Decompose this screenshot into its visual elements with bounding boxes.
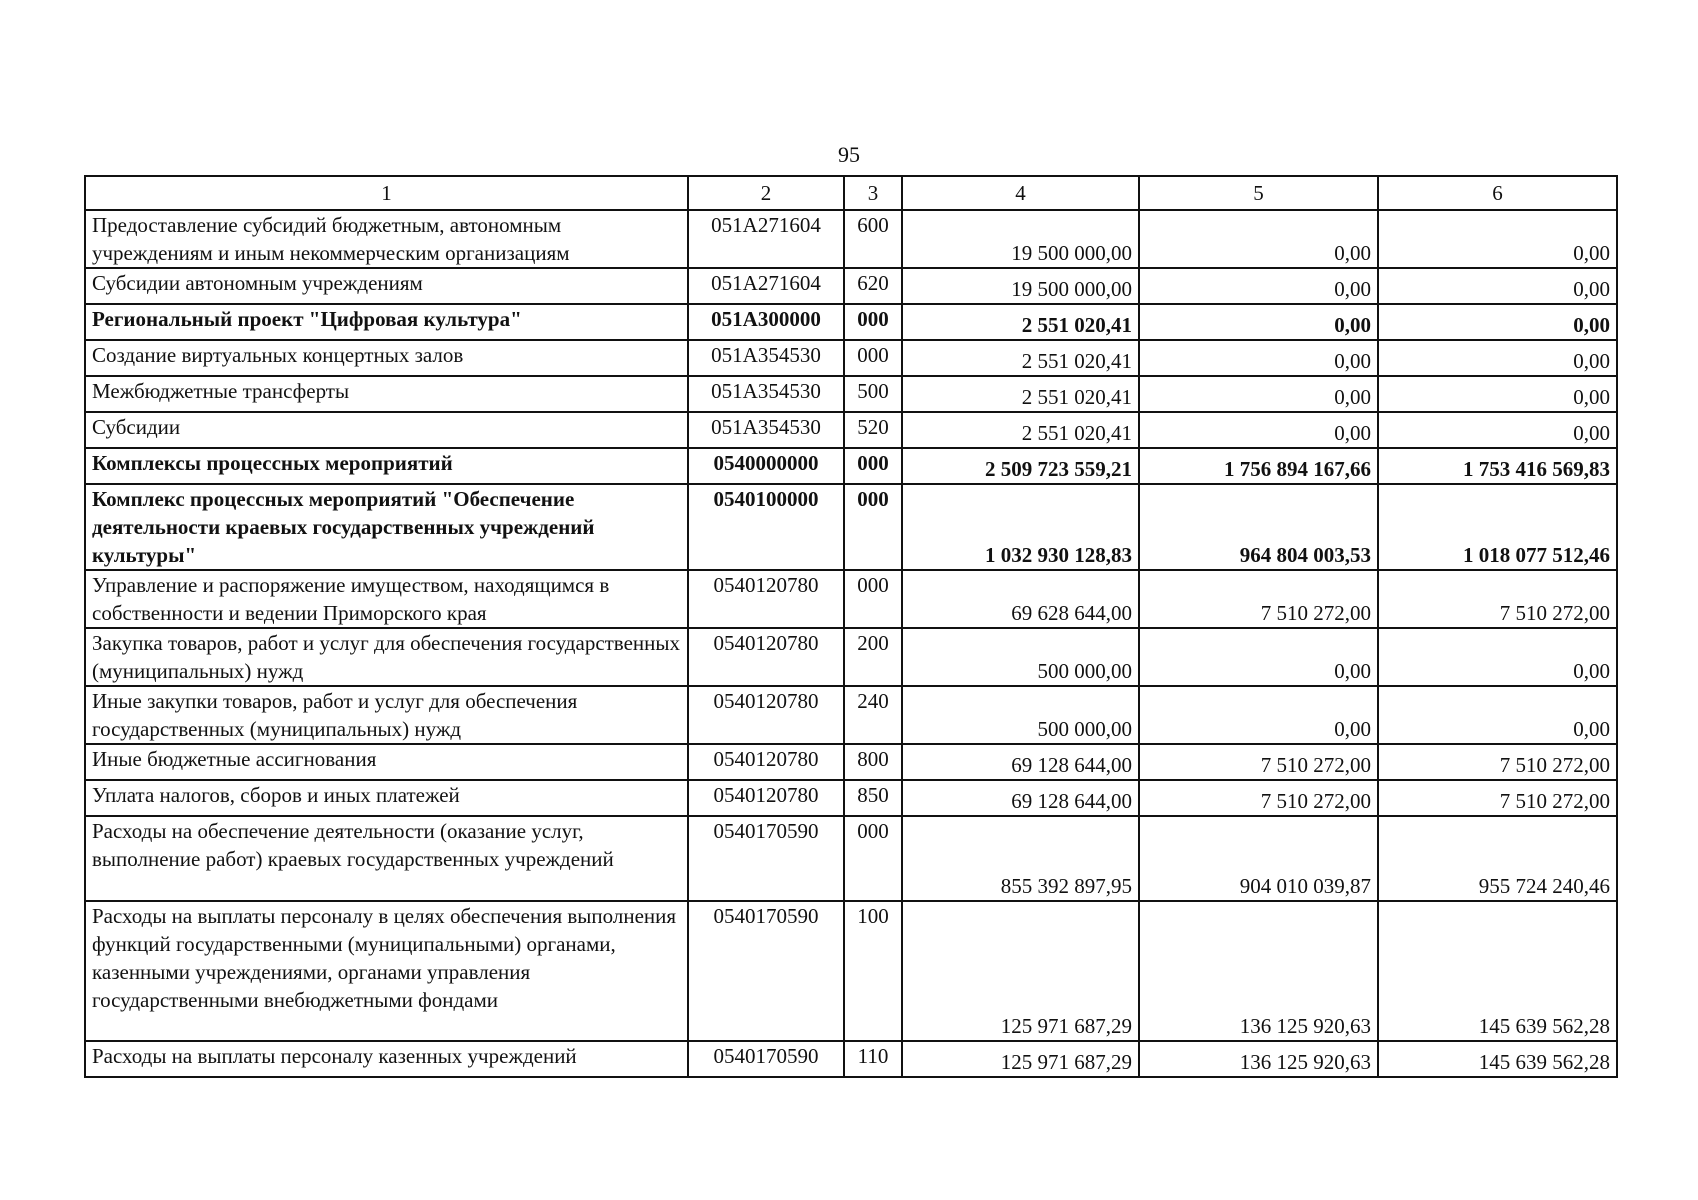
row-amount-col4: 69 628 644,00 [902, 570, 1139, 628]
row-amount-col4: 855 392 897,95 [902, 816, 1139, 901]
row-expense-type: 600 [844, 210, 902, 268]
budget-table [84, 175, 1618, 1078]
table-row [85, 780, 1617, 816]
row-code: 051A271604 [688, 268, 844, 304]
table-row [85, 304, 1617, 340]
row-expense-type: 000 [844, 304, 902, 340]
table-row [85, 376, 1617, 412]
row-amount-col5: 0,00 [1139, 412, 1378, 448]
row-amount-col4: 500 000,00 [902, 628, 1139, 686]
column-header-3: 3 [844, 176, 902, 210]
row-amount-col6: 0,00 [1378, 628, 1617, 686]
row-amount-col5: 7 510 272,00 [1139, 744, 1378, 780]
row-name: Расходы на обеспечение деятельности (оказание услуг, выполнение работ) краевых государственных учреждений [85, 816, 688, 901]
row-code: 0540170590 [688, 816, 844, 901]
row-expense-type: 620 [844, 268, 902, 304]
row-expense-type: 520 [844, 412, 902, 448]
row-expense-type: 000 [844, 570, 902, 628]
row-amount-col4: 2 551 020,41 [902, 376, 1139, 412]
row-name: Закупка товаров, работ и услуг для обеспечения государственных (муниципальных) нужд [85, 628, 688, 686]
row-code: 051A354530 [688, 376, 844, 412]
row-amount-col5: 7 510 272,00 [1139, 780, 1378, 816]
row-code: 0540120780 [688, 744, 844, 780]
row-name: Субсидии [85, 412, 688, 448]
row-expense-type: 110 [844, 1041, 902, 1077]
row-expense-type: 000 [844, 816, 902, 901]
row-expense-type: 100 [844, 901, 902, 1041]
row-amount-col6: 7 510 272,00 [1378, 570, 1617, 628]
row-amount-col6: 7 510 272,00 [1378, 744, 1617, 780]
row-amount-col5: 0,00 [1139, 304, 1378, 340]
row-expense-type: 000 [844, 448, 902, 484]
row-amount-col4: 125 971 687,29 [902, 1041, 1139, 1077]
table-row [85, 901, 1617, 1041]
row-code: 0540170590 [688, 1041, 844, 1077]
row-code: 051A271604 [688, 210, 844, 268]
table-row [85, 340, 1617, 376]
row-amount-col4: 19 500 000,00 [902, 268, 1139, 304]
row-amount-col4: 2 551 020,41 [902, 304, 1139, 340]
column-header-1: 1 [85, 176, 688, 210]
row-expense-type: 000 [844, 484, 902, 570]
row-amount-col6: 0,00 [1378, 210, 1617, 268]
row-amount-col5: 904 010 039,87 [1139, 816, 1378, 901]
row-name: Региональный проект "Цифровая культура" [85, 304, 688, 340]
row-amount-col5: 0,00 [1139, 210, 1378, 268]
row-name: Расходы на выплаты персоналу казенных учреждений [85, 1041, 688, 1077]
row-code: 0540120780 [688, 780, 844, 816]
row-name: Комплексы процессных мероприятий [85, 448, 688, 484]
row-amount-col6: 145 639 562,28 [1378, 1041, 1617, 1077]
table-row [85, 448, 1617, 484]
row-expense-type: 240 [844, 686, 902, 744]
row-amount-col4: 2 509 723 559,21 [902, 448, 1139, 484]
row-amount-col6: 7 510 272,00 [1378, 780, 1617, 816]
row-name: Субсидии автономным учреждениям [85, 268, 688, 304]
table-header-row [85, 176, 1617, 210]
row-code: 0540120780 [688, 570, 844, 628]
table-row [85, 628, 1617, 686]
row-amount-col5: 0,00 [1139, 376, 1378, 412]
row-expense-type: 850 [844, 780, 902, 816]
row-amount-col6: 0,00 [1378, 686, 1617, 744]
row-amount-col4: 69 128 644,00 [902, 780, 1139, 816]
row-amount-col4: 125 971 687,29 [902, 901, 1139, 1041]
row-amount-col6: 0,00 [1378, 376, 1617, 412]
row-name: Межбюджетные трансферты [85, 376, 688, 412]
row-name: Иные бюджетные ассигнования [85, 744, 688, 780]
row-amount-col6: 955 724 240,46 [1378, 816, 1617, 901]
row-name: Расходы на выплаты персоналу в целях обеспечения выполнения функций государственными (муниципальными) органами, казенными учреждениями, органами управления государственными внебюджетными фондами [85, 901, 688, 1041]
row-amount-col4: 69 128 644,00 [902, 744, 1139, 780]
row-code: 0540120780 [688, 686, 844, 744]
row-amount-col6: 145 639 562,28 [1378, 901, 1617, 1041]
column-header-4: 4 [902, 176, 1139, 210]
row-amount-col6: 0,00 [1378, 412, 1617, 448]
row-amount-col4: 2 551 020,41 [902, 340, 1139, 376]
row-amount-col6: 1 018 077 512,46 [1378, 484, 1617, 570]
row-amount-col6: 0,00 [1378, 340, 1617, 376]
row-amount-col4: 1 032 930 128,83 [902, 484, 1139, 570]
row-amount-col6: 0,00 [1378, 268, 1617, 304]
row-amount-col4: 2 551 020,41 [902, 412, 1139, 448]
row-code: 0540120780 [688, 628, 844, 686]
table-row [85, 412, 1617, 448]
table-row [85, 686, 1617, 744]
row-name: Создание виртуальных концертных залов [85, 340, 688, 376]
row-amount-col4: 500 000,00 [902, 686, 1139, 744]
row-amount-col5: 0,00 [1139, 686, 1378, 744]
table-row [85, 268, 1617, 304]
row-amount-col5: 0,00 [1139, 340, 1378, 376]
row-code: 051A300000 [688, 304, 844, 340]
table-row [85, 210, 1617, 268]
row-code: 0540170590 [688, 901, 844, 1041]
column-header-6: 6 [1378, 176, 1617, 210]
row-code: 051A354530 [688, 340, 844, 376]
table-row [85, 484, 1617, 570]
row-expense-type: 500 [844, 376, 902, 412]
row-amount-col6: 0,00 [1378, 304, 1617, 340]
row-amount-col5: 0,00 [1139, 628, 1378, 686]
row-amount-col5: 136 125 920,63 [1139, 901, 1378, 1041]
row-amount-col6: 1 753 416 569,83 [1378, 448, 1617, 484]
row-name: Уплата налогов, сборов и иных платежей [85, 780, 688, 816]
row-amount-col5: 136 125 920,63 [1139, 1041, 1378, 1077]
row-amount-col5: 7 510 272,00 [1139, 570, 1378, 628]
table-row [85, 744, 1617, 780]
column-header-2: 2 [688, 176, 844, 210]
table-row [85, 570, 1617, 628]
table-row [85, 1041, 1617, 1077]
row-name: Комплекс процессных мероприятий "Обеспечение деятельности краевых государственных учреждений культуры" [85, 484, 688, 570]
row-code: 0540100000 [688, 484, 844, 570]
row-code: 0540000000 [688, 448, 844, 484]
row-expense-type: 800 [844, 744, 902, 780]
column-header-5: 5 [1139, 176, 1378, 210]
row-code: 051A354530 [688, 412, 844, 448]
row-amount-col5: 964 804 003,53 [1139, 484, 1378, 570]
page-number: 95 [838, 142, 860, 167]
row-name: Предоставление субсидий бюджетным, автономным учреждениям и иным некоммерческим организациям [85, 210, 688, 268]
row-expense-type: 000 [844, 340, 902, 376]
row-expense-type: 200 [844, 628, 902, 686]
row-name: Управление и распоряжение имуществом, находящимся в собственности и ведении Приморского края [85, 570, 688, 628]
row-amount-col5: 1 756 894 167,66 [1139, 448, 1378, 484]
row-amount-col5: 0,00 [1139, 268, 1378, 304]
table-row [85, 816, 1617, 901]
row-amount-col4: 19 500 000,00 [902, 210, 1139, 268]
row-name: Иные закупки товаров, работ и услуг для обеспечения государственных (муниципальных) нужд [85, 686, 688, 744]
